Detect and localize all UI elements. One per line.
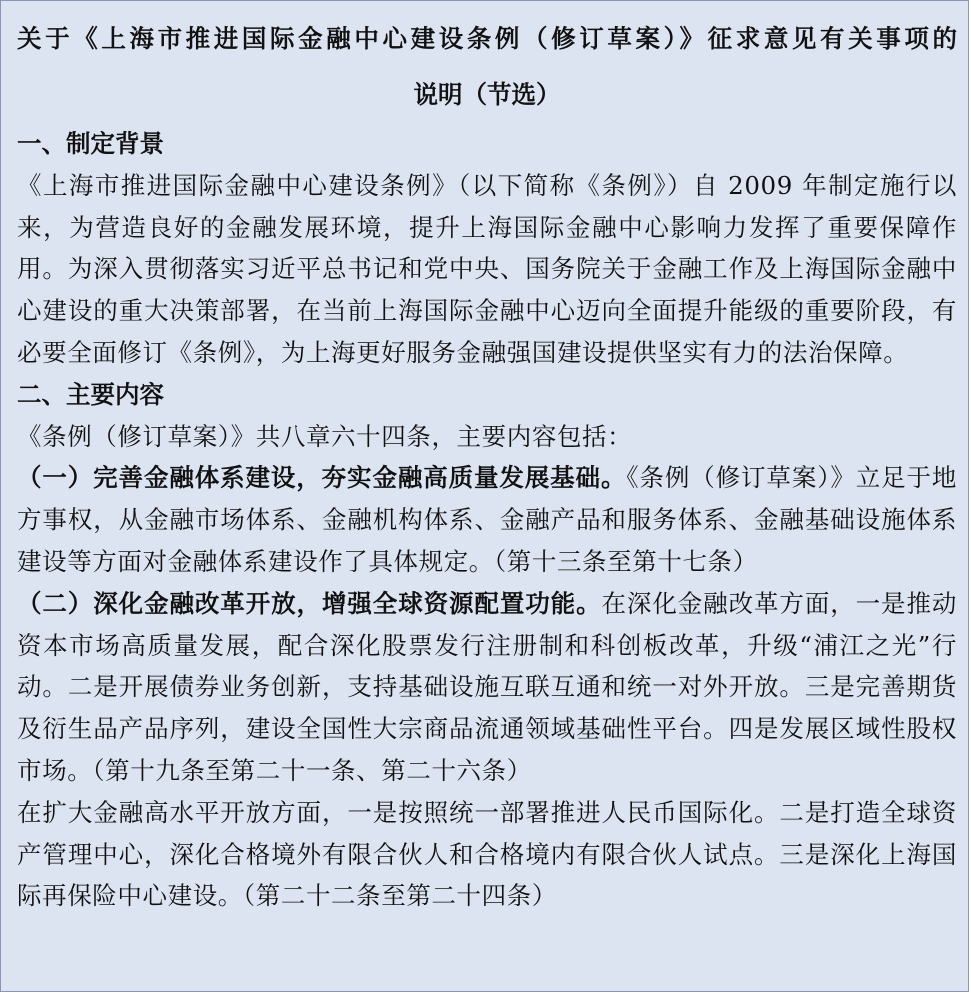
section-1-paragraph: 《上海市推进国际金融中心建设条例》（以下简称《条例》）自 2009 年制定施行以来，为营造良好的金融发展环境，提升上海国际金融中心影响力发挥了重要保障作用。为深入贯彻落实习近平总书记和党中央、国务院关于金融工作及上海国际金融中心建设的重大决策部署，在当前上海国际金融中心迈向全面提升能级的重要阶段，有必要全面修订《条例》，为上海更好服务金融强国建设提供坚实有力的法治保障。 (17, 170, 957, 367)
document-content (17, 11, 957, 917)
section-2-item-1 (17, 457, 957, 582)
item-1-text: 《条例（修订草案）》立足于地方事权，从金融市场体系、金融机构体系、金融产品和服务体系、金融基础设施体系建设等方面对金融体系建设作了具体规定。（第十三条至第十七条） (17, 463, 957, 576)
section-2-item-2 (17, 583, 957, 792)
section-1-heading: 一、制定背景 (17, 129, 164, 158)
section-2-intro: 《条例（修订草案）》共八章六十四条，主要内容包括： (17, 421, 633, 451)
item-2-lead: （二）深化金融改革开放，增强全球资源配置功能。 (17, 588, 602, 618)
item-2-text: 在深化金融改革方面，一是推动资本市场高质量发展，配合深化股票发行注册制和科创板改革，升级“浦江之光”行动。二是开展债券业务创新，支持基础设施互联互通和统一对外开放。三是完善期货及衍生品产品序列，建设全国性大宗商品流通领域基础性平台。四是发展区域性股权市场。（第十九条至第二十一条、第二十六条） (17, 588, 957, 785)
section-2-heading: 二、主要内容 (17, 379, 164, 409)
section-2-item-2-continued: 在扩大金融高水平开放方面，一是按照统一部署推进人民币国际化。二是打造全球资产管理中心，深化合格境外有限合伙人和合格境内有限合伙人试点。三是深化上海国际再保险中心建设。（第二十二条至第二十四条） (17, 797, 957, 911)
item-1-lead: （一）完善金融体系建设，夯实金融高质量发展基础。 (17, 463, 627, 493)
document-title (17, 11, 957, 123)
title-line-1: 关于《上海市推进国际金融中心建设条例（修订草案）》征求意见有关事项的 (17, 24, 957, 53)
title-line-2: 说明（节选） (413, 80, 561, 109)
